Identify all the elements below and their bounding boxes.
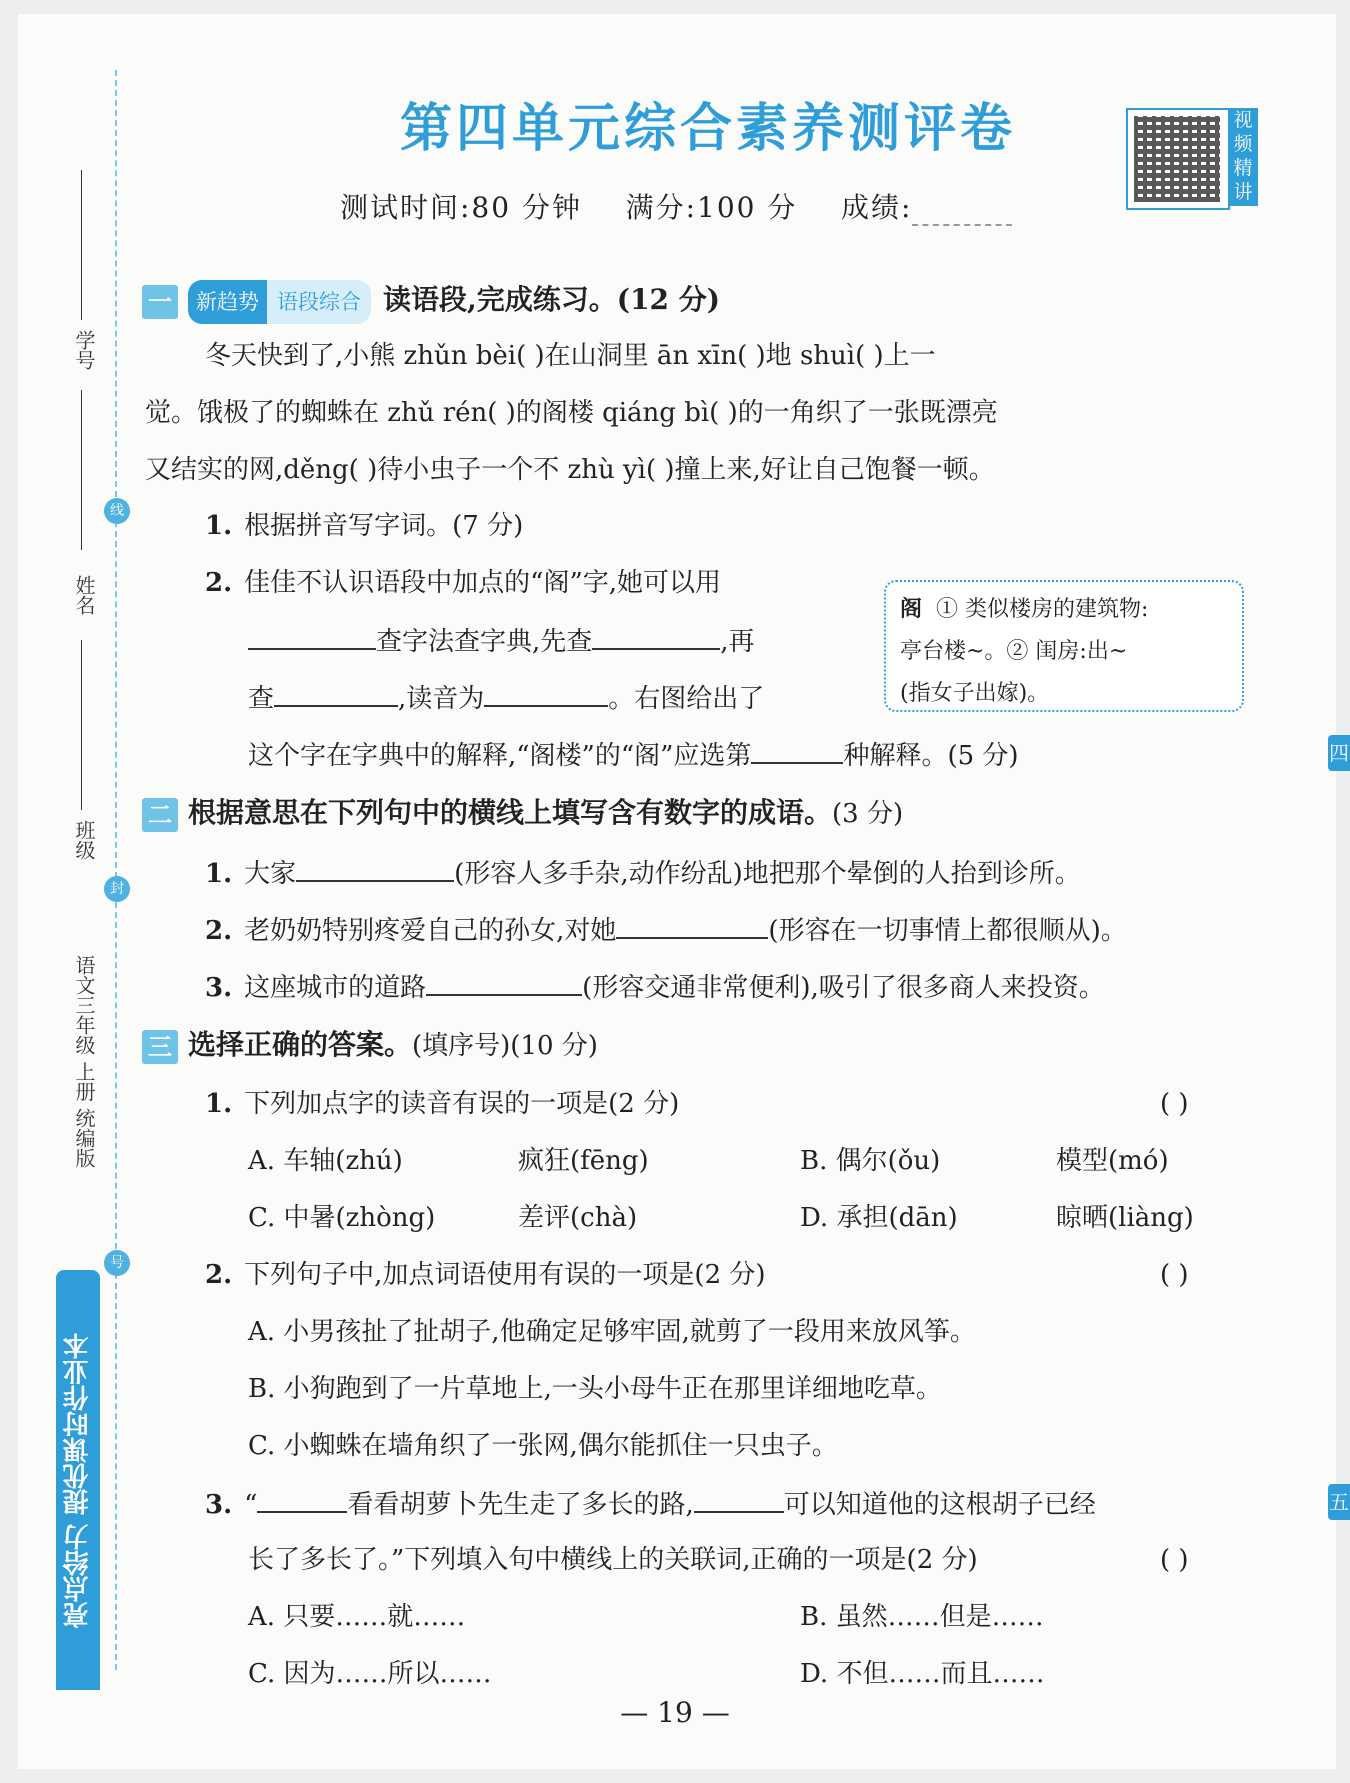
option-c[interactable]: C. 小蜘蛛在墙角织了一张网,偶尔能抓住一只虫子。 [248, 1431, 838, 1461]
question-text: ,再 [720, 627, 755, 657]
question-text: 。右图给出了 [608, 684, 765, 714]
section-score: (填序号)(10 分) [412, 1031, 598, 1061]
question-1-2-line-2 [248, 620, 755, 662]
question-3-3-line-1 [205, 1483, 1096, 1525]
brand-banner: 亮点给力 提优课时作业本 [56, 1270, 100, 1690]
option-a[interactable]: A. 只要……就…… [248, 1602, 466, 1632]
question-text: 看看胡萝卜先生走了多长的路, [347, 1490, 694, 1520]
section-title: 读语段,完成练习。(12 分) [383, 283, 720, 316]
answer-blank[interactable] [274, 677, 398, 707]
option-b-word: 模型(mó) [1056, 1146, 1169, 1176]
option-d[interactable]: D. 承担(dān) [800, 1203, 958, 1233]
passage-line-3: 又结实的网,děng( )待小虫子一个不 zhù yì( )撞上来,好让自己饱餐一顿。 [145, 455, 995, 485]
option-d-word: 晾晒(liàng) [1056, 1203, 1194, 1233]
section-number: 三 [142, 1030, 178, 1064]
margin-circle-number: 号 [104, 1250, 130, 1276]
question-text: 查 [248, 684, 275, 714]
question-3-3-line-2: 长了多长了。”下列填入句中横线上的关联词,正确的一项是(2 分) [248, 1545, 978, 1575]
section-score: (3 分) [832, 799, 904, 829]
question-text: ,读音为 [398, 684, 485, 714]
idiom-item-1 [205, 852, 1081, 894]
qr-pattern [1134, 116, 1220, 202]
chapter-tab-4[interactable]: 四 [1328, 735, 1350, 771]
section-number: 一 [142, 285, 178, 319]
answer-blank[interactable] [484, 677, 608, 707]
answer-paren[interactable]: ( ) [1160, 1089, 1189, 1119]
answer-blank[interactable] [426, 966, 582, 996]
section-2-heading [142, 793, 903, 834]
option-a[interactable]: A. 车轴(zhú) [248, 1146, 403, 1176]
option-a-word: 疯狂(fēng) [518, 1146, 649, 1176]
question-3-1 [205, 1084, 679, 1124]
answer-blank[interactable] [257, 1483, 347, 1513]
margin-circle-line: 线 [104, 498, 130, 524]
question-text: 佳佳不认识语段中加点的“阁”字,她可以用 [244, 568, 722, 598]
field-class: 班级 [72, 820, 96, 860]
definition-line-2: 亭台楼~。② 闺房:出~ [900, 639, 1128, 664]
dictionary-definition-box [884, 580, 1244, 712]
question-text: 这个字在字典中的解释,“阁楼”的“阁”应选第 [248, 741, 752, 771]
field-line [81, 390, 82, 550]
score-label: 成绩: [840, 191, 913, 224]
idiom-item-2 [205, 909, 1127, 951]
section-3-heading [142, 1025, 598, 1066]
answer-blank[interactable] [592, 620, 720, 650]
definition-line-1 [900, 588, 1228, 631]
test-time: 测试时间:80 分钟 [340, 191, 582, 224]
question-3-2 [205, 1255, 766, 1295]
option-a[interactable]: A. 小男孩扯了扯胡子,他确定足够牢固,就剪了一段用来放风筝。 [248, 1317, 976, 1347]
question-number: 1. [205, 511, 233, 541]
page-number: — 19 — [620, 1696, 730, 1729]
definition-text: ① 类似楼房的建筑物: [936, 597, 1149, 622]
answer-blank[interactable] [248, 620, 376, 650]
definition-char: 阁 [900, 596, 923, 622]
field-student-id: 学号 [72, 330, 96, 370]
question-number: 1. [205, 859, 233, 889]
question-number: 3. [205, 1490, 233, 1520]
option-b[interactable]: B. 偶尔(ǒu) [800, 1146, 941, 1176]
question-text: 可以知道他的这根胡子已经 [783, 1490, 1096, 1520]
section-number: 二 [142, 798, 178, 832]
question-text: 根据拼音写字词。(7 分) [244, 511, 524, 541]
question-1-1 [205, 506, 523, 546]
answer-paren[interactable]: ( ) [1160, 1260, 1189, 1290]
question-number: 2. [205, 1260, 233, 1290]
question-text: 老奶奶特别疼爱自己的孙女,对她 [244, 916, 617, 946]
question-text: 下列加点字的读音有误的一项是(2 分) [244, 1089, 680, 1119]
question-1-2-line-1 [205, 563, 721, 603]
full-score: 满分:100 分 [625, 191, 798, 224]
answer-blank[interactable] [296, 852, 454, 882]
passage-line-1: 冬天快到了,小熊 zhǔn bèi( )在山洞里 ān xīn( )地 shuì( )上一 [205, 341, 936, 371]
question-text: 下列句子中,加点词语使用有误的一项是(2 分) [244, 1260, 766, 1290]
answer-blank[interactable] [616, 909, 768, 939]
question-text: 种解释。(5 分) [843, 741, 1019, 771]
question-1-2-line-4 [248, 734, 1019, 776]
field-name: 姓名 [72, 575, 96, 615]
question-text: (形容交通非常便利),吸引了很多商人来投资。 [582, 973, 1105, 1003]
margin-circle-seal: 封 [104, 876, 130, 902]
test-info [340, 186, 1012, 226]
option-c-word: 差评(chà) [518, 1203, 638, 1233]
question-text: 查字法查字典,先查 [376, 627, 593, 657]
question-number: 2. [205, 916, 233, 946]
binding-dashed-line [115, 70, 117, 1670]
question-number: 2. [205, 568, 233, 598]
section-title: 根据意思在下列句中的横线上填写含有数字的成语。 [188, 796, 833, 829]
book-info: 语文三年级 上册 统编版 [72, 955, 96, 1168]
field-line [81, 640, 82, 810]
option-d[interactable]: D. 不但……而且…… [800, 1659, 1045, 1689]
question-text: (形容在一切事情上都很顺从)。 [768, 916, 1127, 946]
option-c[interactable]: C. 因为……所以…… [248, 1659, 492, 1689]
question-text: (形容人多手杂,动作纷乱)地把那个晕倒的人抬到诊所。 [454, 859, 1081, 889]
answer-paren[interactable]: ( ) [1160, 1545, 1189, 1575]
option-b[interactable]: B. 小狗跑到了一片草地上,一头小母牛正在那里详细地吃草。 [248, 1374, 942, 1404]
score-blank[interactable] [912, 200, 1012, 226]
answer-blank[interactable] [694, 1483, 784, 1513]
qr-label: 视频精讲 [1228, 108, 1258, 206]
definition-line-3: (指女子出嫁)。 [900, 681, 1050, 706]
type-tag: 语段综合 [267, 280, 371, 324]
question-number: 1. [205, 1089, 233, 1119]
qr-code[interactable] [1126, 108, 1230, 210]
question-text: 大家 [244, 859, 297, 889]
field-line [81, 170, 82, 320]
section-title: 选择正确的答案。 [188, 1028, 413, 1061]
trend-tag: 新趋势 [188, 280, 267, 324]
idiom-item-3 [205, 966, 1105, 1008]
question-text: “ [244, 1490, 258, 1520]
question-text: 这座城市的道路 [244, 973, 427, 1003]
option-b[interactable]: B. 虽然……但是…… [800, 1602, 1044, 1632]
chapter-tab-5[interactable]: 五 [1328, 1484, 1350, 1520]
answer-blank[interactable] [751, 734, 843, 764]
question-1-2-line-3 [248, 677, 764, 719]
section-1-heading [142, 280, 720, 324]
question-number: 3. [205, 973, 233, 1003]
passage-line-2: 觉。饿极了的蜘蛛在 zhǔ rén( )的阁楼 qiáng bì( )的一角织了一张既漂亮 [145, 398, 998, 428]
page-title: 第四单元综合素养测评卷 [400, 98, 1017, 159]
option-c[interactable]: C. 中暑(zhòng) [248, 1203, 436, 1233]
